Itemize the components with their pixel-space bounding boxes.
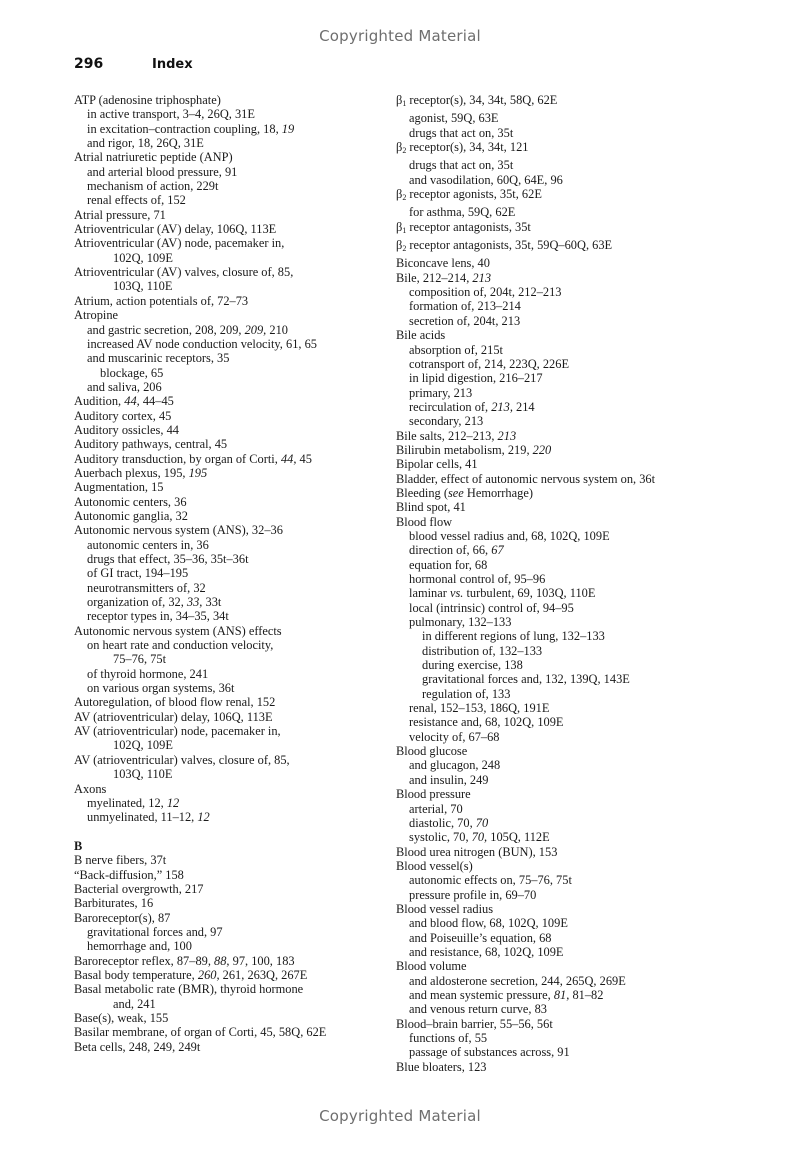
index-subentry: and muscarinic receptors, 35 xyxy=(87,351,230,366)
page-number: 296 xyxy=(74,56,104,72)
index-subentry: 103Q, 110E xyxy=(113,767,173,782)
index-entry: B nerve fibers, 37t xyxy=(74,853,167,868)
index-subentry: and resistance, 68, 102Q, 109E xyxy=(409,944,564,959)
index-entry: Blood volume xyxy=(396,959,467,974)
index-entry: Autonomic nervous system (ANS) effects xyxy=(74,623,282,638)
index-subentry: blood vessel radius and, 68, 102Q, 109E xyxy=(409,528,610,543)
index-subentry: in lipid digestion, 216–217 xyxy=(409,371,543,386)
index-entry: Basilar membrane, of organ of Corti, 45, 58Q, 62E xyxy=(74,1025,327,1040)
index-subentry: and arterial blood pressure, 91 xyxy=(87,164,238,179)
index-entry: “Back-diffusion,” 158 xyxy=(74,867,184,882)
index-subentry: local (intrinsic) control of, 94–95 xyxy=(409,600,574,615)
index-subentry: 102Q, 109E xyxy=(113,738,173,753)
index-subentry: pulmonary, 132–133 xyxy=(409,615,512,630)
index-subentry: equation for, 68 xyxy=(409,557,488,572)
index-entry: Augmentation, 15 xyxy=(74,480,164,495)
index-subentry: secondary, 213 xyxy=(409,414,484,429)
index-subentry: drugs that effect, 35–36, 35t–36t xyxy=(87,552,249,566)
index-entry: Axons xyxy=(74,781,107,796)
index-subentry: drugs that act on, 35t xyxy=(409,125,514,140)
index-subentry: 102Q, 109E xyxy=(113,250,173,265)
index-entry: Baroreceptor reflex, 87–89, 88, 97, 100, 183 xyxy=(74,953,295,968)
index-subentry: and venous return curve, 83 xyxy=(409,1002,547,1017)
index-entry: Atrioventricular (AV) node, pacemaker in, xyxy=(74,236,285,251)
index-subentry: on various organ systems, 36t xyxy=(87,681,235,696)
index-entry: Autoregulation, of blood flow renal, 152 xyxy=(74,695,276,710)
index-subentry: of thyroid hormone, 241 xyxy=(87,666,209,681)
index-subentry: and aldosterone secretion, 244, 265Q, 269E xyxy=(409,973,626,988)
index-subentry: of GI tract, 194–195 xyxy=(87,566,189,581)
index-subentry: during exercise, 138 xyxy=(422,658,523,673)
index-subentry: diastolic, 70, 70 xyxy=(409,815,489,830)
index-subentry: direction of, 66, 67 xyxy=(409,543,504,558)
index-entry: Biconcave lens, 40 xyxy=(396,256,490,271)
index-subentry: and Poiseuille’s equation, 68 xyxy=(409,930,552,945)
index-entry: Auerbach plexus, 195, 195 xyxy=(74,465,208,480)
index-entry: Bile salts, 212–213, 213 xyxy=(396,428,517,443)
index-entry: Bipolar cells, 41 xyxy=(396,457,478,472)
index-subentry: and glucagon, 248 xyxy=(409,758,501,773)
index-entry: Auditory cortex, 45 xyxy=(74,408,172,423)
index-entry: AV (atrioventricular) delay, 106Q, 113E xyxy=(74,709,273,724)
copyright-watermark-bottom: Copyrighted Material xyxy=(319,1107,481,1125)
index-subentry: and, 241 xyxy=(113,996,156,1011)
index-subentry: and rigor, 18, 26Q, 31E xyxy=(87,136,204,151)
index-subentry: in excitation–contraction coupling, 18, 19 xyxy=(87,121,295,136)
index-subentry: recirculation of, 213, 214 xyxy=(409,399,535,414)
index-entry: Blood vessel radius xyxy=(396,901,494,916)
index-subentry: systolic, 70, 70, 105Q, 112E xyxy=(409,830,550,845)
index-entry: Autonomic ganglia, 32 xyxy=(74,508,188,523)
index-subentry: agonist, 59Q, 63E xyxy=(409,111,499,126)
index-subentry: gravitational forces and, 132, 139Q, 143E xyxy=(422,672,630,687)
index-entry: Atrioventricular (AV) valves, closure of, 85, xyxy=(74,265,294,280)
index-subentry: functions of, 55 xyxy=(409,1031,488,1045)
index-entry: $\beta_1$ receptor antagonists, 35t xyxy=(396,219,531,235)
index-entry: Blue bloaters, 123 xyxy=(396,1059,487,1074)
index-entry: Auditory pathways, central, 45 xyxy=(74,437,228,452)
index-subentry: secretion of, 204t, 213 xyxy=(409,313,521,328)
index-entry: Atropine xyxy=(74,308,119,323)
index-subentry: 103Q, 110E xyxy=(113,279,173,294)
index-entry: Blood vessel(s) xyxy=(396,858,473,873)
index-entry: AV (atrioventricular) node, pacemaker in, xyxy=(74,724,281,739)
index-subentry: composition of, 204t, 212–213 xyxy=(409,285,562,300)
index-subentry: unmyelinated, 11–12, 12 xyxy=(87,810,210,825)
index-subentry: renal effects of, 152 xyxy=(87,193,186,208)
index-subentry: in different regions of lung, 132–133 xyxy=(422,629,605,644)
index-subentry: hormonal control of, 95–96 xyxy=(409,572,546,586)
index-subentry: mechanism of action, 229t xyxy=(87,179,219,194)
index-entry: AV (atrioventricular) valves, closure of, 85, xyxy=(74,752,290,767)
running-head xyxy=(74,53,193,72)
index-subentry: and blood flow, 68, 102Q, 109E xyxy=(409,916,568,931)
index-entry: Auditory transduction, by organ of Corti, 44, 45 xyxy=(74,451,312,466)
index-entry: Basal body temperature, 260, 261, 263Q, 267E xyxy=(74,967,308,982)
index-entry: Blood glucose xyxy=(396,744,468,759)
index-subentry: resistance and, 68, 102Q, 109E xyxy=(409,715,564,730)
index-entry: Atrial pressure, 71 xyxy=(74,207,166,222)
index-subentry: velocity of, 67–68 xyxy=(409,729,500,744)
index-subentry: and vasodilation, 60Q, 64E, 96 xyxy=(409,172,563,187)
index-entry: Atrium, action potentials of, 72–73 xyxy=(74,293,249,308)
index-entry: Blood flow xyxy=(396,514,453,529)
index-entry: Autonomic centers, 36 xyxy=(74,494,187,509)
index-entry: Bile, 212–214, 213 xyxy=(396,270,492,285)
index-entry: Bile acids xyxy=(396,328,446,343)
index-subentry: renal, 152–153, 186Q, 191E xyxy=(409,701,550,716)
index-entry: Atrial natriuretic peptide (ANP) xyxy=(74,150,233,165)
index-subentry: and gastric secretion, 208, 209, 209, 210 xyxy=(87,322,288,337)
index-subentry: passage of substances across, 91 xyxy=(409,1045,570,1060)
index-subentry: and saliva, 206 xyxy=(87,379,162,394)
index-entry: Blood–brain barrier, 55–56, 56t xyxy=(396,1016,553,1031)
section-gap xyxy=(74,825,384,839)
index-entry: Base(s), weak, 155 xyxy=(74,1011,169,1025)
index-subentry: organization of, 32, 33, 33t xyxy=(87,595,222,610)
index-entry: Atrioventricular (AV) delay, 106Q, 113E xyxy=(74,222,277,237)
index-letter-heading: B xyxy=(74,838,83,853)
index-subentry: 75–76, 75t xyxy=(113,652,167,667)
index-entry: Baroreceptor(s), 87 xyxy=(74,910,171,925)
index-entry: ATP (adenosine triphosphate) xyxy=(74,93,221,107)
index-subentry: and mean systemic pressure, 81, 81–82 xyxy=(409,987,604,1002)
index-subentry: absorption of, 215t xyxy=(409,342,503,357)
index-entry: Bladder, effect of autonomic nervous system on, 36t xyxy=(396,471,656,486)
index-entry: $\beta_2$ receptor agonists, 35t, 62E xyxy=(396,187,542,203)
index-subentry: autonomic effects on, 75–76, 75t xyxy=(409,873,572,888)
index-subentry: regulation of, 133 xyxy=(422,686,511,701)
index-subentry: laminar vs. turbulent, 69, 103Q, 110E xyxy=(409,586,596,601)
index-entry: Bleeding (see Hemorrhage) xyxy=(396,485,533,500)
index-subentry: neurotransmitters of, 32 xyxy=(87,580,206,595)
index-subentry: distribution of, 132–133 xyxy=(422,643,543,658)
index-subentry: drugs that act on, 35t xyxy=(409,158,514,173)
index-entry: Autonomic nervous system (ANS), 32–36 xyxy=(74,523,283,538)
index-entry: Blood urea nitrogen (BUN), 153 xyxy=(396,844,558,859)
index-entry: Bacterial overgrowth, 217 xyxy=(74,881,204,896)
index-subentry: autonomic centers in, 36 xyxy=(87,537,209,552)
index-subentry: formation of, 213–214 xyxy=(409,299,521,314)
index-entry: Blind spot, 41 xyxy=(396,500,466,515)
index-entry: Beta cells, 248, 249, 249t xyxy=(74,1039,201,1054)
index-subentry: arterial, 70 xyxy=(409,801,463,816)
section-title: Index xyxy=(152,57,193,72)
index-entry: $\beta_2$ receptor antagonists, 35t, 59Q–60Q, 63E xyxy=(396,238,613,254)
index-entry: Barbiturates, 16 xyxy=(74,896,154,911)
index-subentry: increased AV node conduction velocity, 61, 65 xyxy=(87,336,317,351)
index-subentry: and insulin, 249 xyxy=(409,772,489,787)
index-subentry: for asthma, 59Q, 62E xyxy=(409,205,516,220)
index-subentry: primary, 213 xyxy=(409,385,473,400)
index-subentry: myelinated, 12, 12 xyxy=(87,795,180,810)
index-subentry: hemorrhage and, 100 xyxy=(87,939,192,954)
index-subentry: in active transport, 3–4, 26Q, 31E xyxy=(87,107,255,122)
index-column-right xyxy=(396,93,726,1074)
index-entry: Audition, 44, 44–45 xyxy=(74,394,174,409)
index-entry: Basal metabolic rate (BMR), thyroid hormone xyxy=(74,982,304,997)
index-subentry: receptor types in, 34–35, 34t xyxy=(87,609,229,624)
index-column-left xyxy=(74,93,384,1054)
index-subentry: pressure profile in, 69–70 xyxy=(409,887,537,902)
index-subentry: gravitational forces and, 97 xyxy=(87,924,223,939)
index-entry: Blood pressure xyxy=(396,787,471,802)
copyright-watermark-top: Copyrighted Material xyxy=(319,27,481,45)
index-entry: Bilirubin metabolism, 219, 220 xyxy=(396,442,552,457)
index-subentry: cotransport of, 214, 223Q, 226E xyxy=(409,356,570,371)
index-subentry: on heart rate and conduction velocity, xyxy=(87,638,274,653)
index-subentry: blockage, 65 xyxy=(100,365,164,380)
index-entry: Auditory ossicles, 44 xyxy=(74,422,179,437)
index-entry: $\beta_1$ receptor(s), 34, 34t, 58Q, 62E xyxy=(396,93,558,108)
index-entry: $\beta_2$ receptor(s), 34, 34t, 121 xyxy=(396,140,529,156)
